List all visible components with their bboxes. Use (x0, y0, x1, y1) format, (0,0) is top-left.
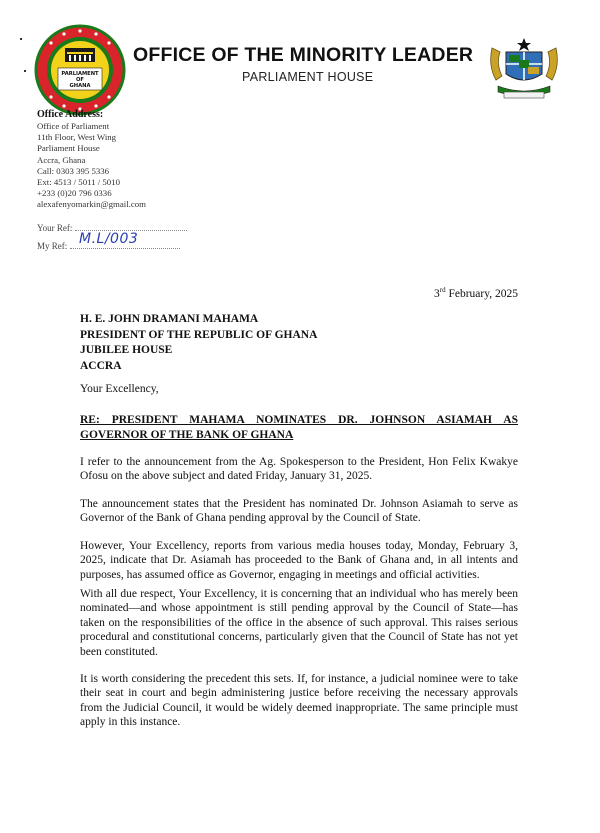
scan-speck (20, 38, 22, 40)
my-ref-handwritten: M.L/003 (79, 231, 139, 247)
date-day: 3 (434, 288, 440, 300)
body-paragraph: However, Your Excellency, reports from various media houses today, Monday, February 3, 2025, indicate that Dr. Asiamah has proceeded to the Bank of Ghana and, in all intents and purposes, has assumed office as Governor, engaging in meetings and official activities. (80, 540, 518, 581)
office-subtitle: PARLIAMENT HOUSE (242, 70, 374, 84)
dotted-line (75, 222, 187, 231)
dotted-line (70, 240, 180, 249)
ghana-coat-of-arms-icon (486, 36, 562, 102)
address-block (37, 121, 146, 211)
salutation: Your Excellency, (80, 383, 159, 395)
date-suffix: rd (439, 286, 446, 295)
address-line: Accra, Ghana (37, 154, 86, 165)
body-paragraph: It is worth considering the precedent this sets. If, for instance, a judicial nominee were to take their seat in court and begin administering justice before receiving the necessary approvals from the Judicial Council, it would be widely deemed inappropriate. The same principle must apply in this instance. (80, 673, 518, 729)
recipient-line: JUBILEE HOUSE (80, 344, 173, 356)
seal-text-line: GHANA (69, 83, 91, 89)
address-line: Call: 0303 395 5336 (37, 165, 110, 176)
recipient-line: ACCRA (80, 359, 122, 372)
address-line: Ext: 4513 / 5011 / 5010 (37, 177, 120, 188)
address-line: Parliament House (37, 143, 100, 154)
seal-text-line: OF (76, 77, 84, 83)
body-paragraph: I refer to the announcement from the Ag. Spokesperson to the President, Hon Felix Kwakye Ofosu on the above subject and dated Friday, January 31, 2025. (80, 456, 518, 483)
office-title: OFFICE OF THE MINORITY LEADER (133, 44, 474, 66)
recipient-block (80, 312, 317, 374)
recipient-line: PRESIDENT OF THE REPUBLIC OF GHANA (80, 328, 318, 341)
address-heading: Office Address: (37, 109, 104, 120)
recipient-line: H. E. JOHN DRAMANI MAHAMA (80, 313, 259, 325)
seal-text-line: PARLIAMENT (61, 71, 99, 77)
address-line: +233 (0)20 796 0336 (37, 188, 112, 199)
my-ref-row (37, 240, 180, 251)
my-ref-label: My Ref: (37, 241, 68, 251)
body-paragraph: With all due respect, Your Excellency, it is concerning that an individual who has merely been nominated—and whose appointment is still pending approval by the Council of State—has taken on the responsibilities of the office in the absence of such approval. This raises serious procedural and constitutional concerns, particularly given that the Council of State has not yet been constituted. (80, 588, 518, 658)
subject-line: RE: PRESIDENT MAHAMA NOMINATES DR. JOHNSON ASIAMAH AS GOVERNOR OF THE BANK OF GHANA (80, 414, 518, 441)
your-ref-label: Your Ref: (37, 223, 73, 233)
address-line: 11th Floor, West Wing (37, 132, 117, 143)
parliament-of-ghana-seal-icon (34, 24, 126, 116)
body-paragraph: The announcement states that the President has nominated Dr. Johnson Asiamah to serve as Governor of the Bank of Ghana pending approval by the Council of State. (80, 498, 518, 525)
date-rest: February, 2025 (445, 288, 518, 300)
address-email: alexafenyomarkin@gmail.com (37, 199, 146, 210)
scan-speck (24, 70, 26, 72)
letter-date (434, 288, 518, 300)
address-line: Office of Parliament (37, 121, 110, 131)
